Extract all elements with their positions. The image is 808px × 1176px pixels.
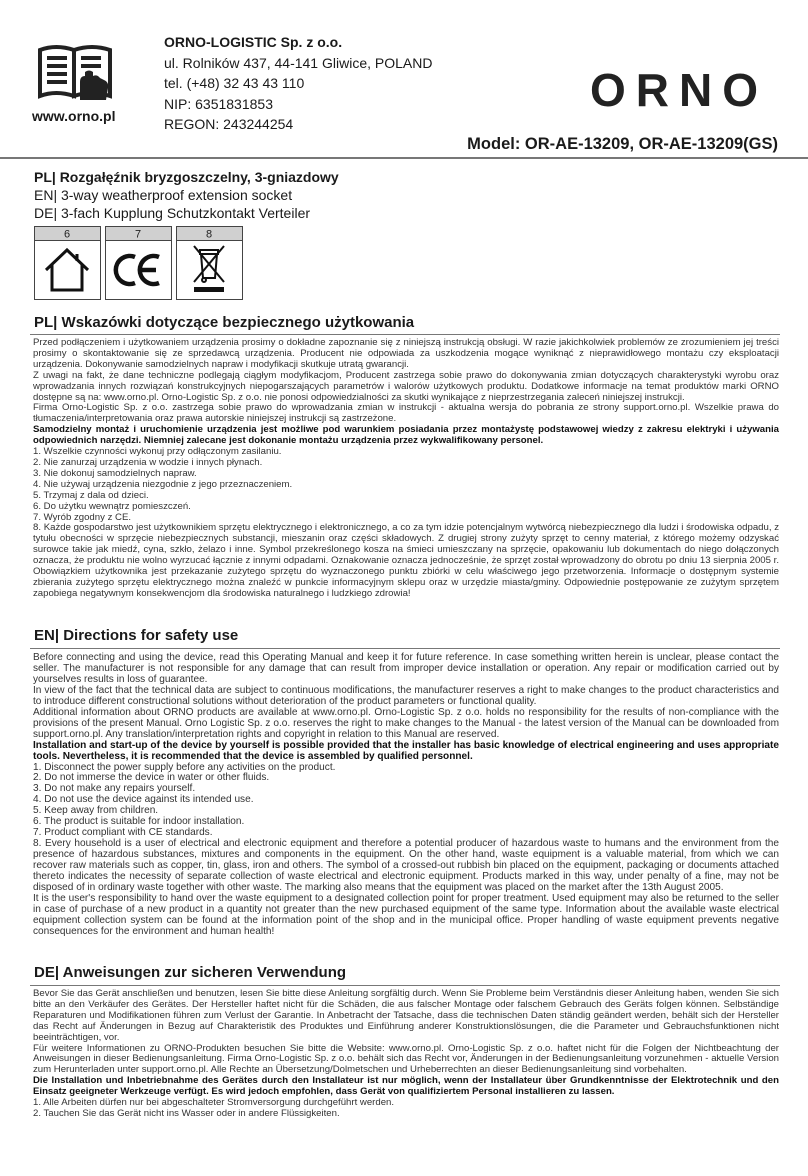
paragraph: It is the user's responsibility to hand over the waste equipment to a designated collection point for proper treatment. Used equipment may also be returned to the seller in case of purchase of a new product in a quantity not greater than the new purchased equipment of the same type. Information about the available waste electrical equipment collection system can be found at the information point of the shop and in the municipal office. Proper handling of waste equipment prevents negative consequences for the environment and human health! — [33, 892, 779, 937]
company-regon: REGON: 243244254 — [164, 116, 294, 132]
model-bar — [0, 125, 808, 159]
paragraph: Bevor Sie das Gerät anschließen und benutzen, lesen Sie bitte diese Anleitung sorgfältig durch. Wenn Sie Probleme beim Verständnis dieser Anleitung haben, wenden Sie sich bitte an den Verkäufer des Gerätes. Der Hersteller haftet nicht für die Schäden, die aus falscher Montage oder falschem Gebrauch des Geräts folgen können. Selbständige Reparaturen und Modifikationen führen zum Verlust der Garantie. In Anbetracht der Tatsache, dass die technischen Daten ständig geändert werden, behält sich der Hersteller das Recht auf Änderungen in Bezug auf Charakteristik des Produktes und Einführung anderer Konstruktionslösungen, die die Parameter und Gebrauchsfunktionen nicht beeinträchtigen, vor. — [33, 988, 779, 1043]
section-title-de: DE| Anweisungen zur sicheren Verwendung — [34, 964, 347, 981]
paragraph: Für weitere Informationen zu ORNO-Produkten besuchen Sie bitte die Website: www.orno.pl. Orno-Logistic Sp. z o.o. haftet nicht für die Folgen der Nichtbeachtung der Anweisungen in dieser Bedienungsanleitung. Firma Orno-Logistic Sp. z o.o. behält sich das Recht vor, Änderungen in der Bedienungsanleitung vorzunehmen - aktuelle Version zum Herunterladen unter support.orno.pl. Alle Rechte an Übersetzung/Dolmetschen und Urheberrechten an dieser Bedienungsanleitung sind vorbehalten. — [33, 1042, 779, 1076]
company-name: ORNO-LOGISTIC Sp. z o.o. — [164, 34, 343, 50]
company-address: ul. Rolników 437, 44-141 Gliwice, POLAND — [164, 54, 433, 71]
title-de: DE| 3-fach Kupplung Schutzkontakt Verteiler — [34, 205, 311, 221]
section-divider-pl — [30, 334, 780, 335]
company-nip: NIP: 6351831853 — [164, 95, 273, 112]
company-info — [164, 32, 432, 135]
product-markings — [34, 226, 244, 300]
section-title-pl: PL| Wskazówki dotyczące bezpiecznego użytkowania — [34, 314, 415, 331]
list-item: 2. Do not immerse the device in water or other fluids. — [33, 772, 270, 784]
list-item: 1. Disconnect the power supply before any activities on the product. — [33, 761, 336, 773]
marking-label-7: 7 — [134, 228, 142, 241]
title-en: EN| 3-way weatherproof extension socket — [34, 187, 293, 203]
list-item: 5. Keep away from children. — [33, 805, 159, 817]
marking-box-6 — [35, 227, 101, 300]
paragraph: Installation and start-up of the device by yourself is possible provided that the installer has basic knowledge of electrical engineering and uses appropriate tools. Nevertheless, it is recommended that the device is assembled by qualified personnel. — [33, 739, 779, 762]
marking-label-8: 8 — [205, 228, 213, 241]
marking-box-7 — [106, 227, 172, 300]
paragraph: Firma Orno-Logistic Sp. z o.o. zastrzega sobie prawo do wprowadzania zmian w instrukcji - aktualna wersja do pobrania ze strony support.orno.pl. Wszelkie prawa do tłumaczenia/interpretowania oraz prawa autorskie niniejszej instrukcji są zastrzeżone. — [33, 402, 779, 425]
section-divider-en — [30, 648, 780, 649]
list-item: 5. Trzymaj z dala od dzieci. — [33, 489, 149, 501]
list-item: 1. Alle Arbeiten dürfen nur bei abgeschalteter Stromversorgung durchgeführt werden. — [33, 1097, 395, 1109]
product-titles — [34, 168, 339, 222]
company-phone: tel. (+48) 32 43 43 110 — [164, 75, 305, 91]
list-item: 8. Każde gospodarstwo jest użytkownikiem sprzętu elektrycznego i elektronicznego, a co za tym idzie potencjalnym wytwórcą niebezpiecznego dla ludzi i środowiska odpadu, z tytułu obecności w sprzęcie niebezpiecznych substancji, mieszanin oraz części składowych. Z drugiej strony zużyty sprzęt to cenny materiał, z którego możemy odzyskać surowce takie jak miedź, cyna, szkło, żelazo i inne. Symbol przekreślonego kosza na śmieci umieszczany na sprzęcie, opakowaniu lub dokumentach do niego dołączonych oznacza, że produktu nie wolno wyrzucać łącznie z innymi odpadami. Oznakowanie oznacza jednocześnie, że sprzęt został wprowadzony do obrotu po dniu 13 sierpnia 2005 r. Obowiązkiem użytkownika jest przekazanie zużytego sprzętu do wyznaczonego punktu zbiórki w celu właściwego jego przetworzenia. Informacje o dostępnym systemie zbierania zużytego sprzętu elektrycznego można znaleźć w punkcie informacyjnym sklepu oraz w urzędzie miasta/gminy. Odpowiednie postępowanie ze zużytym sprzętem zapobiega negatywnym konsekwencjom dla środowiska naturalnego i ludzkiego zdrowia! — [33, 522, 779, 599]
list-item: 3. Nie dokonuj samodzielnych napraw. — [33, 467, 197, 479]
list-item: 4. Nie używaj urządzenia niezgodnie z jego przeznaczeniem. — [33, 478, 293, 490]
read-manual-icon — [34, 40, 116, 100]
list-item: 6. The product is suitable for indoor installation. — [33, 816, 245, 828]
list-item: 1. Wszelkie czynności wykonuj przy odłączonym zasilaniu. — [33, 446, 282, 458]
title-pl: PL| Rozgałęźnik bryzgoszczelny, 3-gniazdowy — [34, 169, 339, 185]
list-item: 2. Nie zanurzaj urządzenia w wodzie i innych płynach. — [33, 456, 263, 468]
list-item: 7. Wyrób zgodny z CE. — [33, 511, 132, 523]
website-link[interactable]: www.orno.pl — [32, 108, 116, 124]
paragraph: Z uwagi na fakt, że dane techniczne podlegają ciągłym modyfikacjom, Producent zastrzega sobie prawo do dokonywania zmian dotyczących charakterystyki wyrobu oraz wprowadzania innych rozwiązań konstrukcyjnych niepogarszających parametrów i walorów użytkowych produktu. Dodatkowe informacje na temat produktów marki ORNO dostępne są na: www.orno.pl. Orno-Logistic Sp. z o.o. nie ponosi odpowiedzialności za skutki wynikające z nieprzestrzegania zaleceń niniejszej instrukcji. — [33, 369, 779, 403]
section-title-en: EN| Directions for safety use — [34, 627, 239, 644]
paragraph: Samodzielny montaż i uruchomienie urządzenia jest możliwe pod warunkiem posiadania przez montażystę podstawowej wiedzy z zakresu elektryki i używania odpowiednich narzędzi. Niemniej zalecane jest dokonanie montażu urządzenia przez wykwalifikowany personel. — [33, 424, 779, 447]
svg-text:ORNO: ORNO — [590, 64, 768, 114]
section-body-de — [33, 989, 779, 1120]
list-item: 3. Do not make any repairs yourself. — [33, 783, 196, 795]
section-body-en — [33, 653, 779, 938]
section-divider-de — [30, 985, 780, 986]
orno-logo — [582, 64, 776, 114]
list-item: 2. Tauchen Sie das Gerät nicht ins Wasser oder in andere Flüssigkeiten. — [33, 1107, 340, 1119]
paragraph: In view of the fact that the technical data are subject to continuous modifications, the manufacturer reserves a right to make changes to the product characteristics and to introduce different constructional solutions without deterioration of the product parameters or functional quality. — [33, 684, 779, 707]
list-item: 7. Product compliant with CE standards. — [33, 827, 213, 839]
list-item: 6. Do użytku wewnątrz pomieszczeń. — [33, 500, 191, 512]
paragraph: Die Installation und Inbetriebnahme des Gerätes durch den Installateur ist nur möglich, wenn der Installateur über Grundkenntnisse der Elektrotechnik und den Einsatz geeigneter Werkzeuge verfügt. Es wird jedoch empfohlen, dass Gerät von qualifiziertem Personal installieren zu lassen. — [33, 1075, 779, 1098]
list-item: 4. Do not use the device against its intended use. — [33, 794, 254, 806]
marking-label-6: 6 — [63, 228, 71, 241]
section-body-pl — [33, 338, 779, 600]
model-number: Model: OR-AE-13209, OR-AE-13209(GS) — [467, 135, 778, 153]
paragraph: Przed podłączeniem i użytkowaniem urządzenia prosimy o dokładne zapoznanie się z niniejszą instrukcją obsługi. W razie jakichkolwiek problemów ze zrozumieniem jej treści prosimy o skontaktowanie się ze sprzedawcą urządzenia. Producent nie odpowiada za uszkodzenia mogące wyniknąć z nieprawidłowego montażu czy eksploatacji urządzenia. Dokonywanie samodzielnych napraw i modyfikacji skutkuje utratą gwarancji. — [33, 337, 779, 370]
paragraph: Additional information about ORNO products are available at www.orno.pl. Orno-Logistic Sp. z o.o. holds no responsibility for the results of non-compliance with the provisions of the present Manual. Orno Logistic Sp. z o.o. reserves the right to make changes to the Manual - the latest version of the Manual can be downloaded from support.orno.pl. Any translation/interpretation rights and copyright in relation to this Manual are reserved. — [33, 706, 779, 740]
list-item: 8. Every household is a user of electrical and electronic equipment and therefore a potential producer of hazardous waste to humans and the environment from the presence of hazardous substances, mixtures and components in the equipment. On the other hand, waste equipment is a valuable material, from which we can recover raw materials such as copper, tin, glass, iron and others. The symbol of a crossed-out rubbish bin placed on the equipment, packaging or documents attached thereto indicates the necessity of separate collection of waste electrical and electronic equipment. Products marked in this way, under penalty of a fine, may not be disposed of in ordinary waste together with other waste. The marking also means that the equipment was placed on the market after the 13th August 2005. — [33, 838, 779, 894]
marking-box-8 — [177, 227, 243, 300]
paragraph: Before connecting and using the device, read this Operating Manual and keep it for future reference. In case something written herein is unclear, please contact the seller. The manufacturer is not responsible for any damage that can result from improper device installation or operation. Any repair or modification carried out by yourselves results in loss of guarantee. — [33, 652, 779, 685]
